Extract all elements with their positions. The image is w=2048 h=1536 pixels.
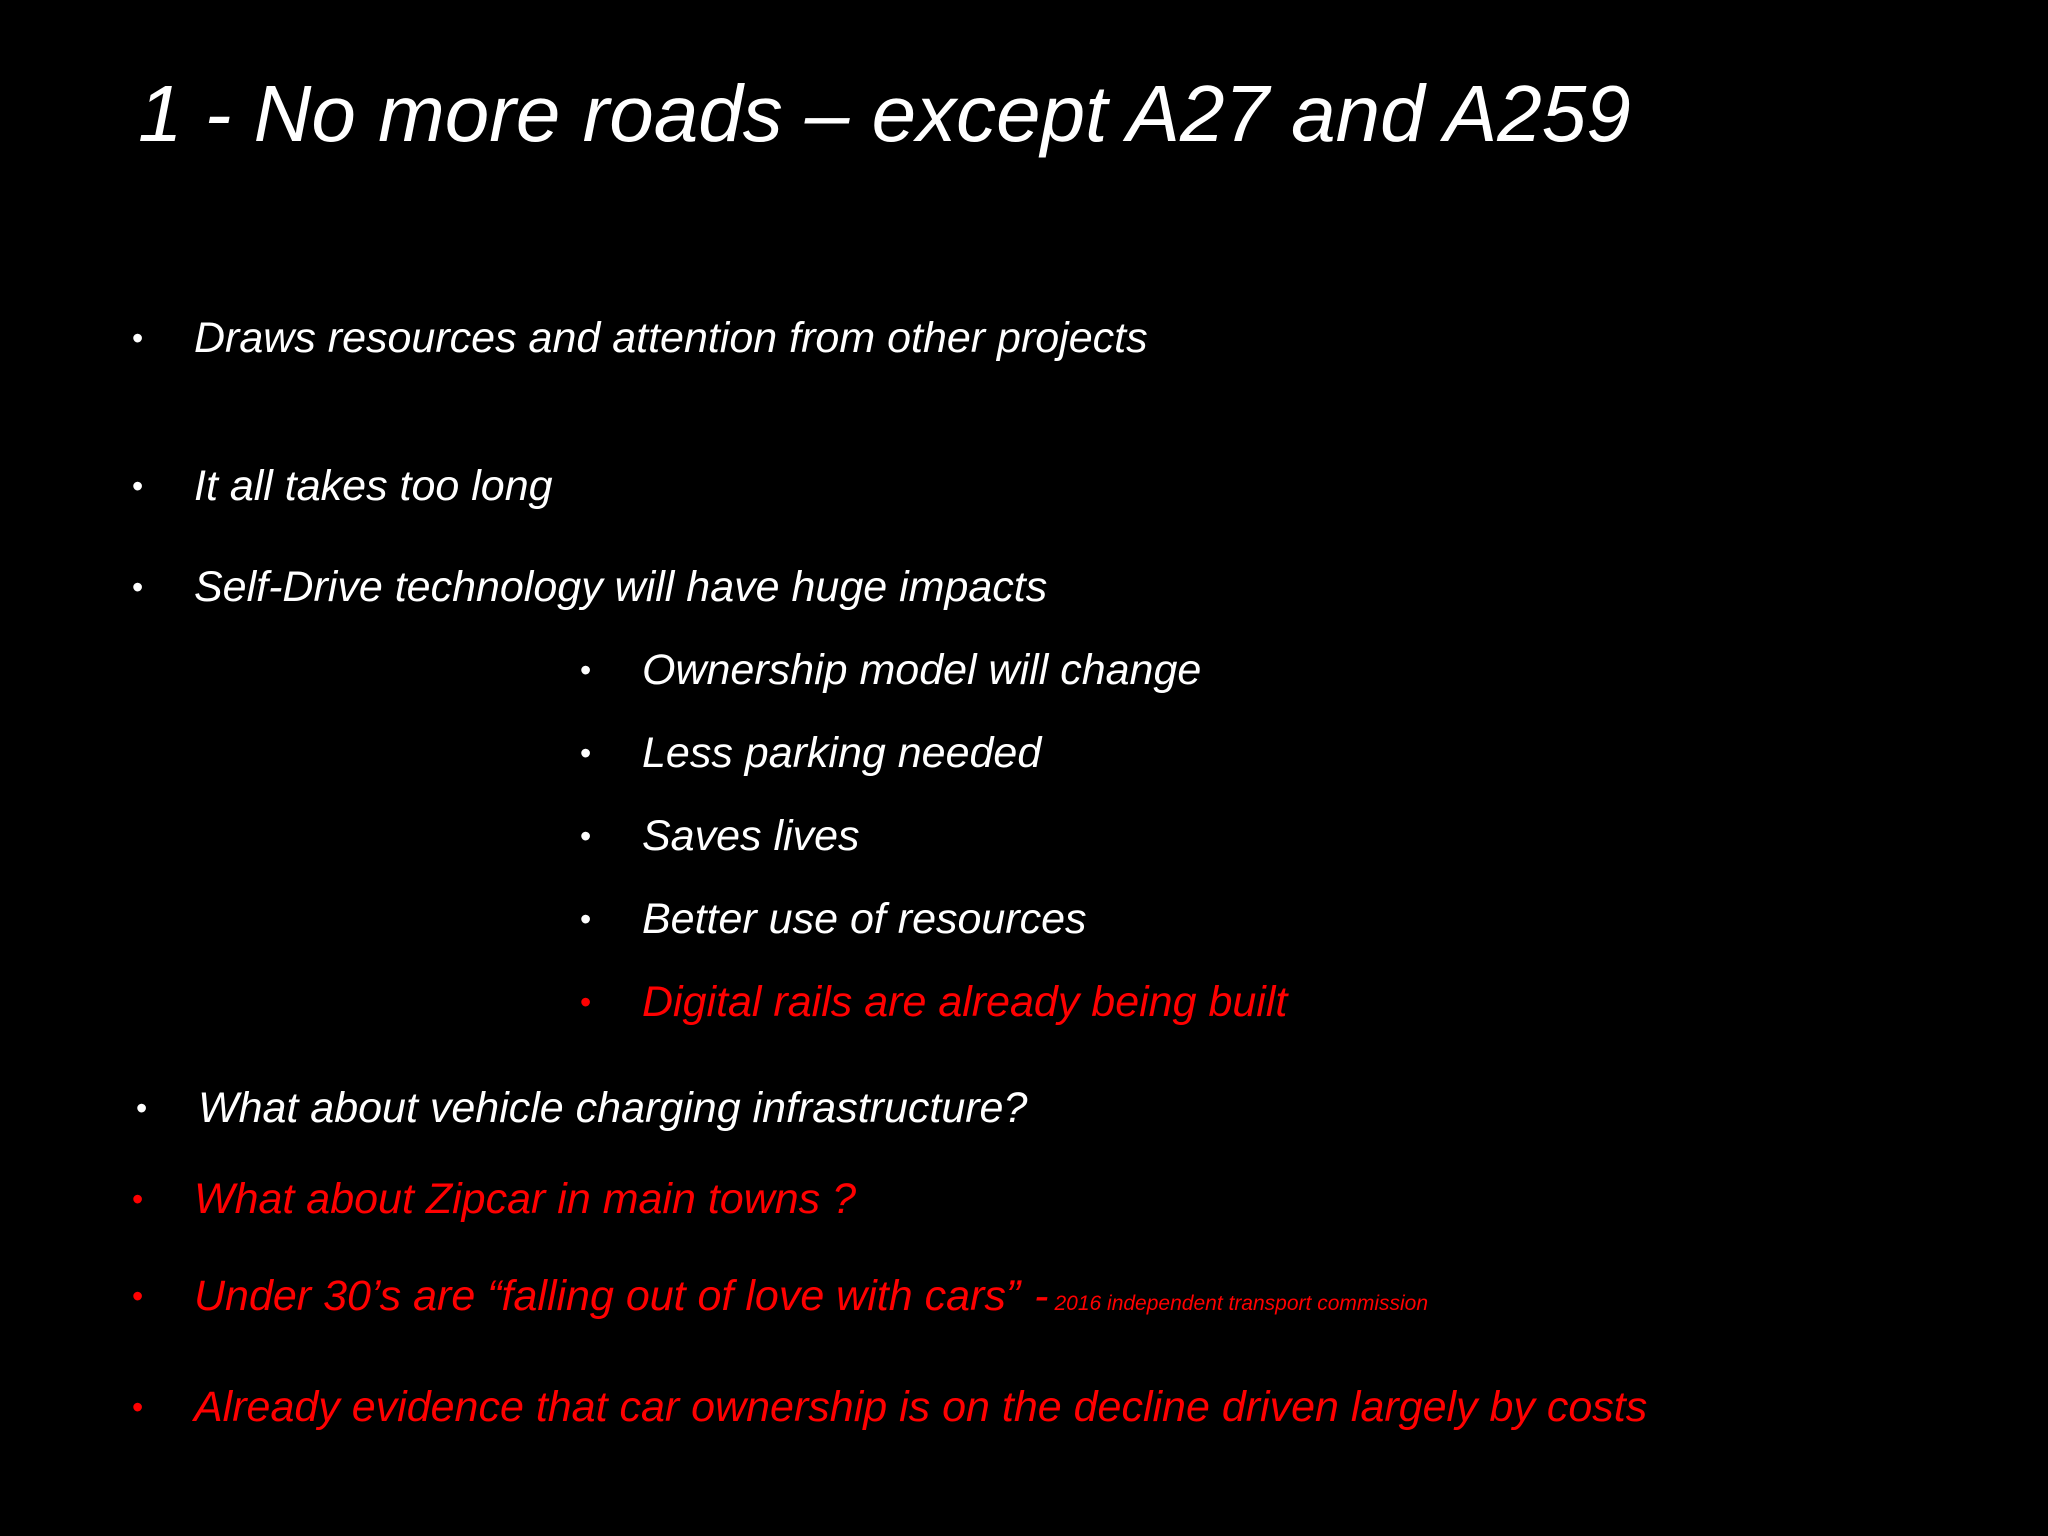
bullet-dot: • (132, 1389, 144, 1425)
bullet-text: Saves lives (642, 812, 860, 860)
bullet-dot: • (132, 468, 144, 504)
bullet-dot: • (580, 818, 592, 854)
bullet-text: What about Zipcar in main towns ? (194, 1175, 857, 1223)
bullet-dot: • (580, 984, 592, 1020)
bullet-dot: • (132, 320, 144, 356)
bullet-text: It all takes too long (194, 462, 553, 510)
bullet-text: Ownership model will change (642, 646, 1202, 694)
bullet-text: What about vehicle charging infrastructure? (198, 1084, 1028, 1132)
bullet-text: Already evidence that car ownership is on the decline driven largely by costs (194, 1383, 1648, 1431)
quote-text: Under 30’s are “falling out of love with cars” (194, 1272, 1021, 1320)
bullet-dot: • (132, 569, 144, 605)
bullet-text (194, 1270, 1428, 1330)
quote-source: 2016 independent transport commission (1054, 1292, 1429, 1315)
bullet-text: Self-Drive technology will have huge impacts (194, 563, 1048, 611)
bullet-text: Digital rails are already being built (642, 978, 1288, 1026)
bullet-text: Draws resources and attention from other projects (194, 314, 1148, 362)
bullet-dot: • (580, 901, 592, 937)
bullet-dot: • (580, 735, 592, 771)
bullet-dot: • (132, 1181, 144, 1217)
slide-title: 1 - No more roads – except A27 and A259 (138, 69, 1631, 158)
bullet-dot: • (136, 1090, 148, 1126)
bullet-dot: • (132, 1278, 144, 1314)
bullet-text: Less parking needed (642, 729, 1042, 777)
quote-separator: - (1034, 1272, 1049, 1320)
bullet-text: Better use of resources (642, 895, 1087, 943)
bullet-dot: • (580, 652, 592, 688)
